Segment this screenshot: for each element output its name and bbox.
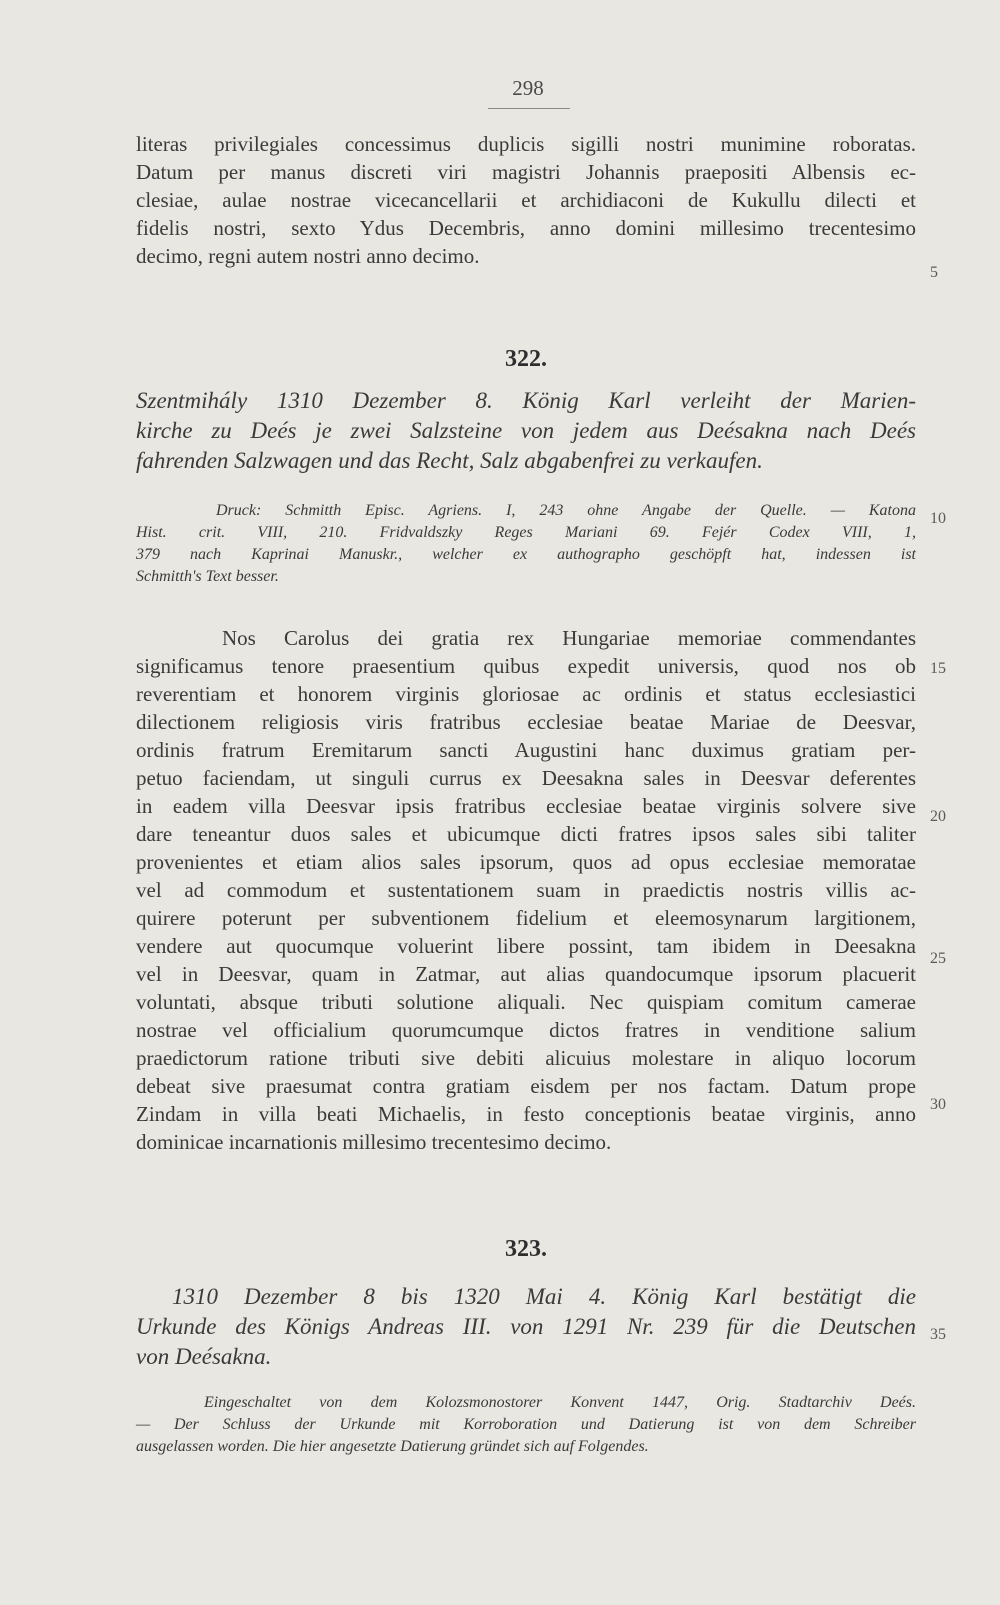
note-line: Hist. crit. VIII, 210. Fridvaldszky Reges Mariani 69. Fejér Codex VIII, 1, bbox=[136, 524, 916, 541]
body-line: praedictorum ratione tributi sive debiti alicuius molestare in aliquo locorum bbox=[136, 1046, 916, 1070]
margin-line-number: 15 bbox=[930, 660, 946, 677]
body-line: significamus tenore praesentium quibus expedit universis, quod nos ob bbox=[136, 654, 916, 678]
doc-323-number: 323. bbox=[505, 1236, 547, 1262]
body-line: voluntati, absque tributi solutione aliquali. Nec quispiam comitum camerae bbox=[136, 990, 916, 1014]
regest-line: 1310 Dezember 8 bis 1320 Mai 4. König Karl bestätigt die bbox=[172, 1284, 916, 1309]
intro-line: literas privilegiales concessimus duplicis sigilli nostri munimine roboratas. bbox=[136, 132, 916, 156]
body-line: vel ad commodum et sustentationem suam in praedictis nostris villis ac- bbox=[136, 878, 916, 902]
note-line: 379 nach Kaprinai Manuskr., welcher ex authographo geschöpft hat, indessen ist bbox=[136, 546, 916, 563]
intro-paragraph bbox=[136, 130, 916, 270]
doc-322-regest bbox=[136, 386, 916, 476]
regest-line: kirche zu Deés je zwei Salzsteine von jedem aus Deésakna nach Deés bbox=[136, 418, 916, 443]
body-line: petuo faciendam, ut singuli currus ex Deesakna sales in Deesvar deferentes bbox=[136, 766, 916, 790]
intro-line: decimo, regni autem nostri anno decimo. bbox=[136, 244, 480, 268]
regest-line: fahrenden Salzwagen und das Recht, Salz abgabenfrei zu verkaufen. bbox=[136, 448, 763, 473]
body-line: debeat sive praesumat contra gratiam eisdem per nos factam. Datum prope bbox=[136, 1074, 916, 1098]
intro-line: Datum per manus discreti viri magistri Johannis praepositi Albensis ec- bbox=[136, 160, 916, 184]
regest-line: Urkunde des Königs Andreas III. von 1291 Nr. 239 für die Deutschen bbox=[136, 1314, 916, 1339]
regest-line: Szentmihály 1310 Dezember 8. König Karl verleiht der Marien- bbox=[136, 388, 916, 413]
note-line: Schmitth's Text besser. bbox=[136, 568, 279, 585]
body-line: nostrae vel officialium quorumcumque dictos fratres in venditione salium bbox=[136, 1018, 916, 1042]
body-line: reverentiam et honorem virginis gloriosae ac ordinis et status ecclesiastici bbox=[136, 682, 916, 706]
body-line: dominicae incarnationis millesimo trecentesimo decimo. bbox=[136, 1130, 612, 1154]
margin-line-number: 20 bbox=[930, 808, 946, 825]
intro-line: fidelis nostri, sexto Ydus Decembris, anno domini millesimo trecentesimo bbox=[136, 216, 916, 240]
doc-322-body bbox=[136, 624, 916, 1156]
margin-line-number: 25 bbox=[930, 950, 946, 967]
regest-line: von Deésakna. bbox=[136, 1344, 272, 1369]
body-line: Nos Carolus dei gratia rex Hungariae memoriae commendantes bbox=[222, 626, 916, 650]
page-number-rule bbox=[488, 108, 570, 109]
body-line: quirere poterunt per subventionem fidelium et eleemosynarum largitionem, bbox=[136, 906, 916, 930]
intro-line: clesiae, aulae nostrae vicecancellarii et archidiaconi de Kukullu dilecti et bbox=[136, 188, 916, 212]
note-line: Druck: Schmitth Episc. Agriens. I, 243 ohne Angabe der Quelle. — Katona bbox=[216, 502, 916, 519]
note-line: ausgelassen worden. Die hier angesetzte Datierung gründet sich auf Folgendes. bbox=[136, 1438, 649, 1455]
body-line: vel in Deesvar, quam in Zatmar, aut alias quandocumque ipsorum placuerit bbox=[136, 962, 916, 986]
body-line: ordinis fratrum Eremitarum sancti Augustini hanc duximus gratiam per- bbox=[136, 738, 916, 762]
body-line: dilectionem religiosis viris fratribus ecclesiae beatae Mariae de Deesvar, bbox=[136, 710, 916, 734]
margin-line-number: 35 bbox=[930, 1326, 946, 1343]
body-line: in eadem villa Deesvar ipsis fratribus ecclesiae beatae virginis solvere sive bbox=[136, 794, 916, 818]
doc-322-note bbox=[136, 500, 916, 588]
margin-line-number: 5 bbox=[930, 264, 938, 281]
body-line: Zindam in villa beati Michaelis, in festo conceptionis beatae virginis, anno bbox=[136, 1102, 916, 1126]
page-number: 298 bbox=[512, 76, 544, 100]
doc-323-note bbox=[136, 1392, 916, 1458]
doc-322-number: 322. bbox=[505, 346, 547, 372]
body-line: dare teneantur duos sales et ubicumque dicti fratres ipsos sales sibi taliter bbox=[136, 822, 916, 846]
margin-line-number: 30 bbox=[930, 1096, 946, 1113]
doc-323-regest bbox=[136, 1282, 916, 1372]
body-line: vendere aut quocumque voluerint libere possint, tam ibidem in Deesakna bbox=[136, 934, 916, 958]
note-line: Eingeschaltet von dem Kolozsmonostorer Konvent 1447, Orig. Stadtarchiv Deés. bbox=[204, 1394, 916, 1411]
note-line: — Der Schluss der Urkunde mit Korroboration und Datierung ist von dem Schreiber bbox=[136, 1416, 916, 1433]
body-line: provenientes et etiam alios sales ipsorum, quos ad opus ecclesiae memoratae bbox=[136, 850, 916, 874]
margin-line-number: 10 bbox=[930, 510, 946, 527]
